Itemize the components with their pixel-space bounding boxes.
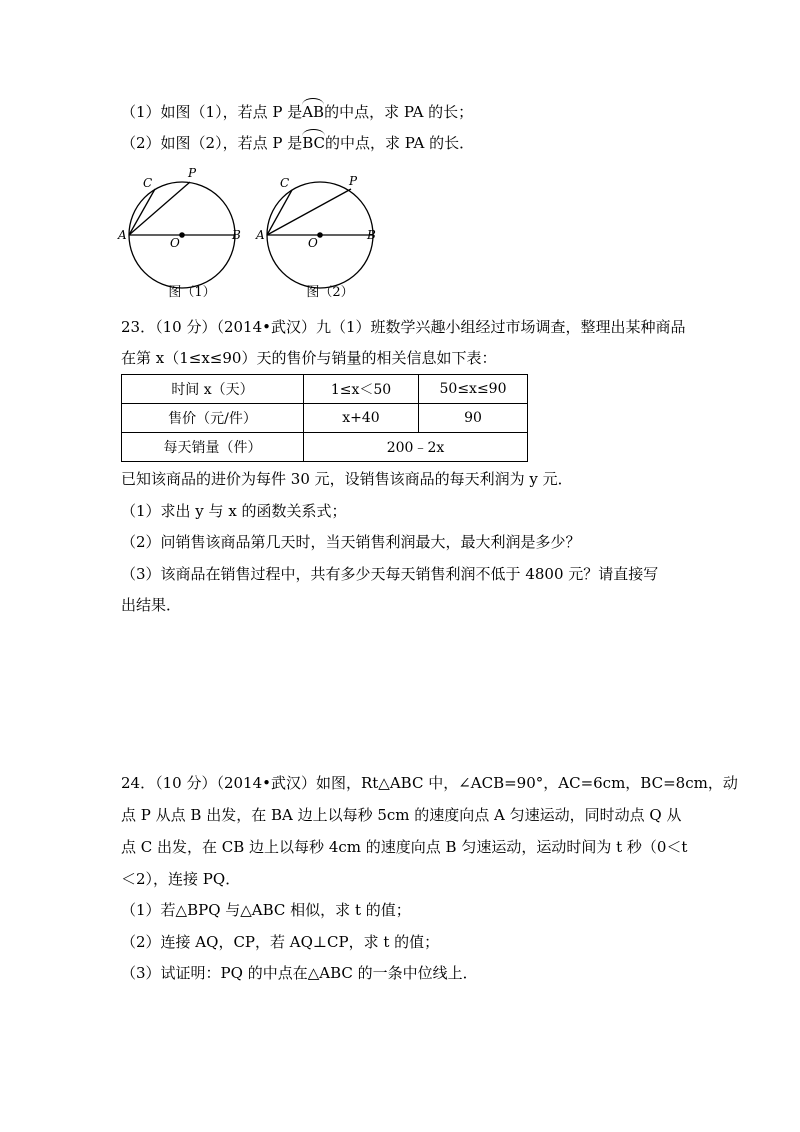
q24-line3: 点 C 出发，在 CB 边上以每秒 4cm 的速度向点 B 匀速运动，运动时间为 t 秒（0＜t xyxy=(121,838,688,856)
label-a: A xyxy=(256,228,265,242)
q23-part1: （1）求出 y 与 x 的函数关系式； xyxy=(121,502,347,520)
label-c: C xyxy=(143,176,153,190)
q23-part3b: 出结果． xyxy=(121,596,182,614)
table-cell: 1≤x＜50 xyxy=(304,375,419,404)
label-b: B xyxy=(232,228,241,242)
label-p: P xyxy=(349,174,358,188)
table-header-price: 售价（元/件） xyxy=(122,404,304,433)
price-sales-table xyxy=(121,374,528,462)
table-header-sales: 每天销量（件） xyxy=(122,433,304,462)
q24-line1: 24．（10 分）（2014•武汉）如图，Rt△ABC 中，∠ACB=90°，AC=6cm，BC=8cm，动 xyxy=(121,774,738,792)
table-header-time: 时间 x（天） xyxy=(122,375,304,404)
q24-line4: ＜2），连接 PQ． xyxy=(121,870,241,888)
q23-part3a: （3）该商品在销售过程中，共有多少天每天销售利润不低于 4800 元？请直接写 xyxy=(121,565,659,583)
label-c: C xyxy=(280,176,290,190)
figure-2 xyxy=(250,165,390,300)
arc-ab: AB xyxy=(302,100,324,122)
q24-line2: 点 P 从点 B 出发，在 BA 边上以每秒 5cm 的速度向点 A 匀速运动，同时动点 Q 从 xyxy=(121,806,682,824)
figure-1 xyxy=(112,165,252,300)
q23-line3: 已知该商品的进价为每件 30 元，设销售该商品的每天利润为 y 元． xyxy=(121,470,573,488)
label-b: B xyxy=(367,228,376,242)
table-cell: 200﹣2x xyxy=(304,433,528,462)
label-o: O xyxy=(170,236,180,250)
table-row xyxy=(122,375,528,404)
q23-line1: 23．（10 分）（2014•武汉）九（1）班数学兴趣小组经过市场调查，整理出某种商品 xyxy=(121,318,686,336)
table-row xyxy=(122,404,528,433)
table-cell: x+40 xyxy=(304,404,419,433)
table-cell: 90 xyxy=(419,404,528,433)
q23-line2: 在第 x（1≤x≤90）天的售价与销量的相关信息如下表： xyxy=(121,349,497,367)
q24-part2: （2）连接 AQ，CP，若 AQ⊥CP，求 t 的值； xyxy=(121,933,440,951)
figure-1-caption: 图（1） xyxy=(168,285,216,300)
q24-part3: （3）试证明：PQ 的中点在△ABC 的一条中位线上． xyxy=(121,964,478,982)
q23-part2: （2）问销售该商品第几天时，当天销售利润最大，最大利润是多少？ xyxy=(121,533,581,551)
circle-diagram-2 xyxy=(250,165,390,300)
label-o: O xyxy=(308,236,318,250)
q22-part1: （1）如图（1），若点 P 是AB的中点，求 PA 的长； xyxy=(121,100,473,122)
table-cell: 50≤x≤90 xyxy=(419,375,528,404)
label-a: A xyxy=(118,228,127,242)
q22-part2: （2）如图（2），若点 P 是BC的中点，求 PA 的长． xyxy=(121,131,474,153)
figure-2-caption: 图（2） xyxy=(306,285,354,300)
label-p: P xyxy=(188,166,197,180)
arc-bc: BC xyxy=(302,131,325,153)
table-row xyxy=(122,433,528,462)
circle-diagram-1 xyxy=(112,165,252,300)
q24-part1: （1）若△BPQ 与△ABC 相似，求 t 的值； xyxy=(121,901,411,919)
